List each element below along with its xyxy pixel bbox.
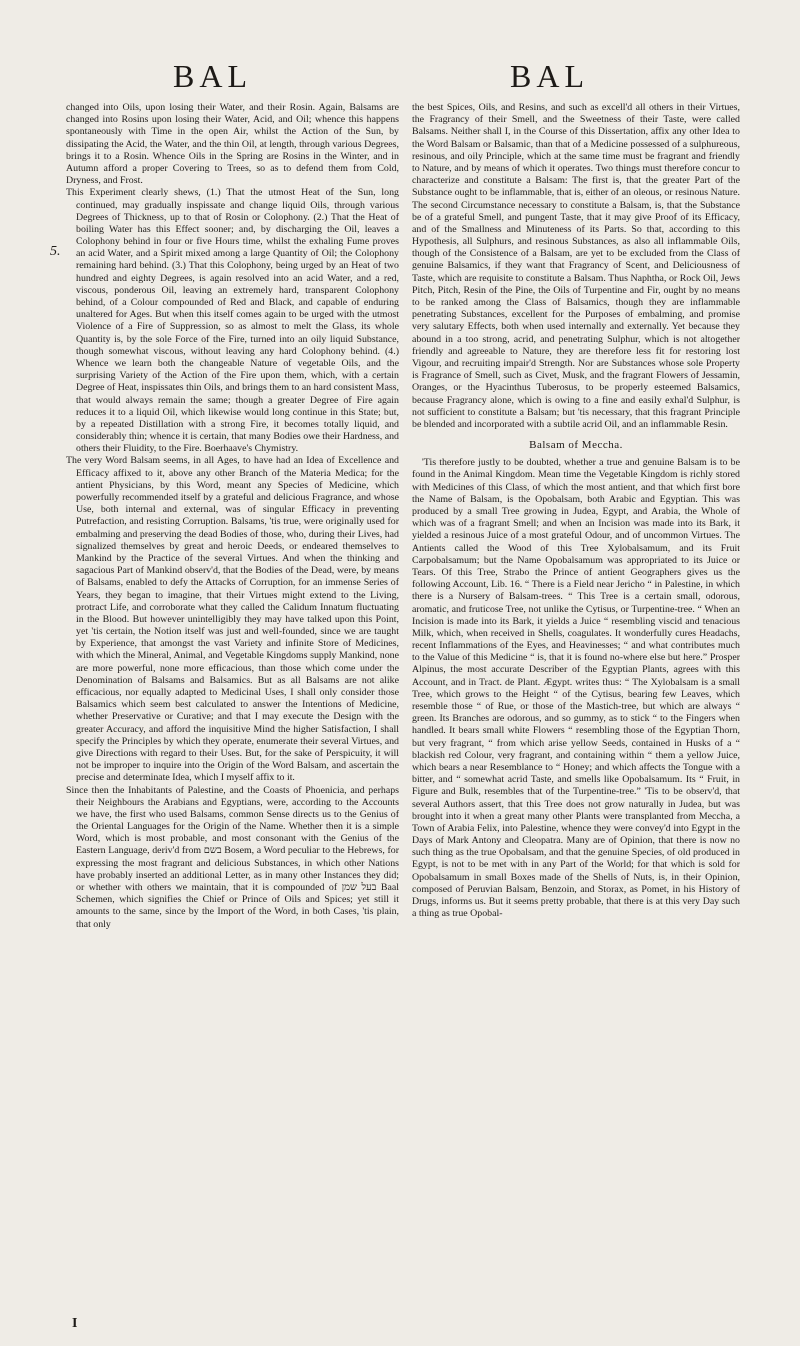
- paragraph-origin: Since then the Inhabitants of Palestine, and the Coasts of Phoenicia, and perhaps their Neighbours the Arabians and Egyptians, were, according to the Accounts we have, the first who used Balsams, common Sense directs us to the Genius of the Oriental Languages for the Origin of the Name. Whether then it is a simple Word, which is most probable, and most consonant with the Genius of the Eastern Language, deriv'd from בשם Bosem, a Word peculiar to the Hebrews, for expressing the most fragrant and delicious Substances, in which other Nations have probably inserted an additional Letter, as in many other Instances they did; or whether with others we maintain, that it is compounded of בעל שמן Baal Schemen, which signifies the Chief or Prince of Oils and Spices; yet still it amounts to the same, since by the Import of the Word, in both Cases, 'tis plain, that only: [66, 784, 400, 930]
- paragraph-continuation: changed into Oils, upon losing their Water, and their Rosin. Again, Balsams are changed into Rosins upon losing their Water, Acid, and Oil; whence this happens spontaneously with Time in the open Air, whilst the Action of the Sun, by dissipating the Acid, the Water, and the thin Oil, at length, through various Degrees, brings it to a Rosin. Whence Oils in the Spring are Rosins in the Winter, and in Autumn afford a proper Covering to Trees, so as to defend them from Cold, Dryness, and Frost.: [66, 102, 399, 187]
- running-header: [0, 58, 800, 102]
- paragraph-definition: the best Spices, Oils, and Resins, and such as excell'd all others in their Virtues, the Fragrancy of their Smell, and the Sweetness of their Taste, were called Balsams. Neither shall I, in the Course of this Dissertation, affix any other Idea to the Word Balsam or Balsamic, than that of a Medicine possessed of a sulphureous, resinous, and oily Principle, which at the same time must be fragrant and friendly to Nature, and by means of which it operates. Two things must therefore concur to characterize and constitute a Balsam: The first is, that the greater Part of the Substance ought to be inflammable, that is, either of an oleous, or resinous Nature. The second Circumstance necessary to constitute a Balsam, is, that the Substance be of a grateful Smell, and pungent Taste, that it may give Proof of its Efficacy, and of the Smallness and Minuteness of its Parts. So that, according to this Hypothesis, all Sulphurs, and resinous Substances, as also all inflammable Oils, though of the Consistence of a Balsam, are yet to be excluded from the Class of genuine Balsamics, if they want that Fragrancy of Scent, and Deliciousness of Taste, which are requisite to constitute a Balsam. Thus Naphtha, or Rock Oil, Jews Pitch, Pitch, Resin of the Pine, the Oils of Turpentine and Fir, ought by no means to be ranked among the Class of Balsamics, though they are inflammable penetrating Substances, excellent for the Purposes of embalming, and promise very salutary Effects, both when used internally and externally. Yet because they abound in a too strong, acrid, and penetrating Sulphur, which is not altogether friendly and agreeable to Nature, they are therefore less fit for restoring lost Vigour, and recruiting impair'd Strength. Nor are Substances whose sole Property is Fragrance of Smell, such as Civet, Musk, and the fragrant Flowers of Jessamin, Oranges, or the Hyacinthus Tuberosus, to be properly esteemed Balsamics, because Fragrancy alone, which is owing to a fine and easily exhal'd Sulphur, is not sufficient to constitute a Balsam; but 'tis necessary, that this fragrant Principle be blended and incorporated with a subtile acrid Oil, and an inflammable Resin.: [412, 102, 740, 430]
- margin-section-number: 5.: [50, 244, 61, 259]
- section-heading: Balsam of Meccha.: [529, 439, 623, 452]
- left-text-column: [66, 102, 399, 931]
- paragraph-experiment: This Experiment clearly shews, (1.) That the utmost Heat of the Sun, long continued, may gradually inspissate and change liquid Oils, through various Degrees of Thickness, up to that of Rosin or Colophony. (2.) That the Heat of boiling Water has this Effect sooner; and, by discharging the Oil, leaves a Colophony behind in four or five Hours time, whilst the exhaling Fume proves an acid Water, and a Spirit mixed among a large Quantity of Oil; the Colophony remaining hard behind. (3.) That this Colophony, being urged by an Heat of two hundred and eighty Degrees, is again resolved into an acid Water, and a red, viscous, ponderous Oil, leaving an extremely hard, transparent Colophony behind, of a Colour compounded of Red and Black, and capable of enduring unaltered for Ages. But when this itself comes again to be urged with the utmost Violence of a Fire of Suppression, so as almost to melt the Glass, its whole Quantity is, by the sole Force of the Fire, turned into an oily liquid Substance, though somewhat viscous, without leaving any hard Colophony behind. (4.) Whence we learn both the changeable Nature of vegetable Oils, and the surprising Variety of the Action of the Fire upon them, which, with a certain Degree of Heat, inspissates thin Oils, and brings them to an hard consistent Mass, that would always remain the same; though a greater Degree of Fire again reduces it to a liquid Oil, which likewise would long continue in this State; but, by a repeated Distillation with a strong Fire, it becomes totally liquid, and considerably thin; whence it is certain, that many Bodies owe their Hardness, and others their Fluidity, to the Fire. Boerhaave's Chymistry.: [66, 187, 399, 455]
- right-text-column: [412, 102, 740, 920]
- paragraph-word-balsam: The very Word Balsam seems, in all Ages, to have had an Idea of Excellence and Efficacy affixed to it, above any other Branch of the Materia Medica; for the antient Physicians, by this Word, meant any Species of Medicine, which powerfully recommended itself by a grateful and delicious Fragrance, and whose Use, both internal and external, was of singular Efficacy in preventing Putrefaction, and resisting Corruption. Balsams, 'tis true, were originally used for embalming and preserving the dead Bodies of those, who, during their Lives, had signalized themselves by great and heroic Deeds, or endeared themselves to Mankind by the Practice of the several Virtues. And when the thinking and sagacious Part of Mankind observ'd, that the Bodies of the Dead, were, by means of Balsams, enabled to defy the Attacks of Corruption, for an immense Series of Years, they began to imagine, that their Virtues might extend to the Living, protract Life, and corroborate what they called the Calidum Innatum fluctuating in the Blood. But however unintelligibly they may have talked upon this Point, yet 'tis certain, the Notion itself was just and well-founded, since we are taught by Experience, that amongst the vast Variety and infinite Store of Medicines, with which the Mineral, Animal, and Vegetable Kingdoms supply Mankind, none are more powerful, none more efficacious, than those which come under the Denomination of Balsams and Balsamics. But as all Balsams are not alike efficacious, nor equally adapted to Medicinal Uses, I shall only consider those Balsamics which seem best calculated to answer the Intentions of Medicine, whether Preservative or Curative; and that I may execute the Design with the greater Accuracy, and afford the inquisitive Mind the higher Satisfaction, I shall specify the Principles by which they operate, enumerate their several Virtues, and give Directions with regard to their Uses. But, for the sake of Perspicuity, it will not be improper to inquire into the Origin of the Word Balsam, and ascertain the precise and determinate Idea, which I myself affix to it.: [66, 455, 399, 784]
- header-left-word: BAL: [173, 58, 252, 94]
- paragraph-meccha: 'Tis therefore justly to be doubted, whether a true and genuine Balsam is to be found in the Animal Kingdom. Mean time the Vegetable Kingdom is richly stored with Medicines of this Class, of which the most antient, and that which first bore the Name of Balsam, is the Opobalsam, both Arabic and Egyptian. This was produced by a small Tree growing in Judea, Egypt, and Arabia, the Whole of which was of a fragrant Smell; and when an Incision was made into its Bark, it yielded a resinous Juice of a most grateful Odour, and of uncommon Virtues. The Antients called the Wood of this Tree Xylobalsamum, and its Fruit Carpobalsamum; but the Name Opobalsamum was appropriated to its Juice or Tears. Of this Tree, Strabo the Prince of antient Geographers gives us the following Account, Lib. 16. “ There is a Field near Jericho “ in Palestine, in which there is a Nursery of Balsam-trees. “ This Tree is a certain small, odorous, aromatic, and fruticose Tree, not unlike the Cytisus, or Turpentine-tree. “ When an Incision is made into its Bark, it yields a Juice “ resembling viscid and tenacious Milk, which, when received in Shells, coagulates. It wonderfully cures Headachs, recent Inflammations of the Eyes, and Heavinesses; “ and what contributes much to the Value of this Medicine “ is, that it is found no-where else but here.” Prosper Alpinus, the most accurate Describer of the Egyptian Plants, agrees with this Account, and in Tract. de Plant. Ægypt. writes thus: “ The Xylobalsam is a small Tree, which grows to the Height “ of the Cytisus, bearing few Leaves, which resemble those “ of Rue, or those of the Mastich-tree, but which are always “ green. Its Branches are odorous, and so gummy, as to stick “ to the Fingers when handled. It bears small white Flowers “ resembling those of the Egyptian Thorn, but very fragrant, “ from which arise yellow Seeds, contained in Husks of a “ blackish red Colour, very fragrant, and containing within “ them a yellow Juice, which bears a near Resemblance to “ Honey; and which affects the Tongue with a bitter, and “ somewhat acrid Taste, and smells like Opobalsamum. Its “ Fruit, in Figure and Bulk, resembles that of the Turpentine-tree.” 'Tis to be observ'd, that several Authors assert, that this Tree does not grow naturally in Judea, but was brought into it when a great many other Plants were transplanted from Meccha, a Town of Arabia Felix, into Palestine, whence they were convey'd into Egypt in the Days of Mark Antony and Cleopatra. Many are of Opinion, that there is now no such thing as the true Opobalsam, and that the genuine Species, of old produced in Egypt, is not to be met with in any Part of the World; for that which is sold for Opobalsamum in small Boxes made of the Shells of Nuts, is, in their Opinion, composed of Peruvian Balsam, Benzoin, and Storax, as Pomet, in his History of Drugs, informs us. But it seems pretty probable, that there is at this very Day such a thing as true Opobal-: [412, 457, 740, 920]
- signature-mark: I: [72, 1316, 78, 1331]
- header-right-word: BAL: [510, 58, 589, 94]
